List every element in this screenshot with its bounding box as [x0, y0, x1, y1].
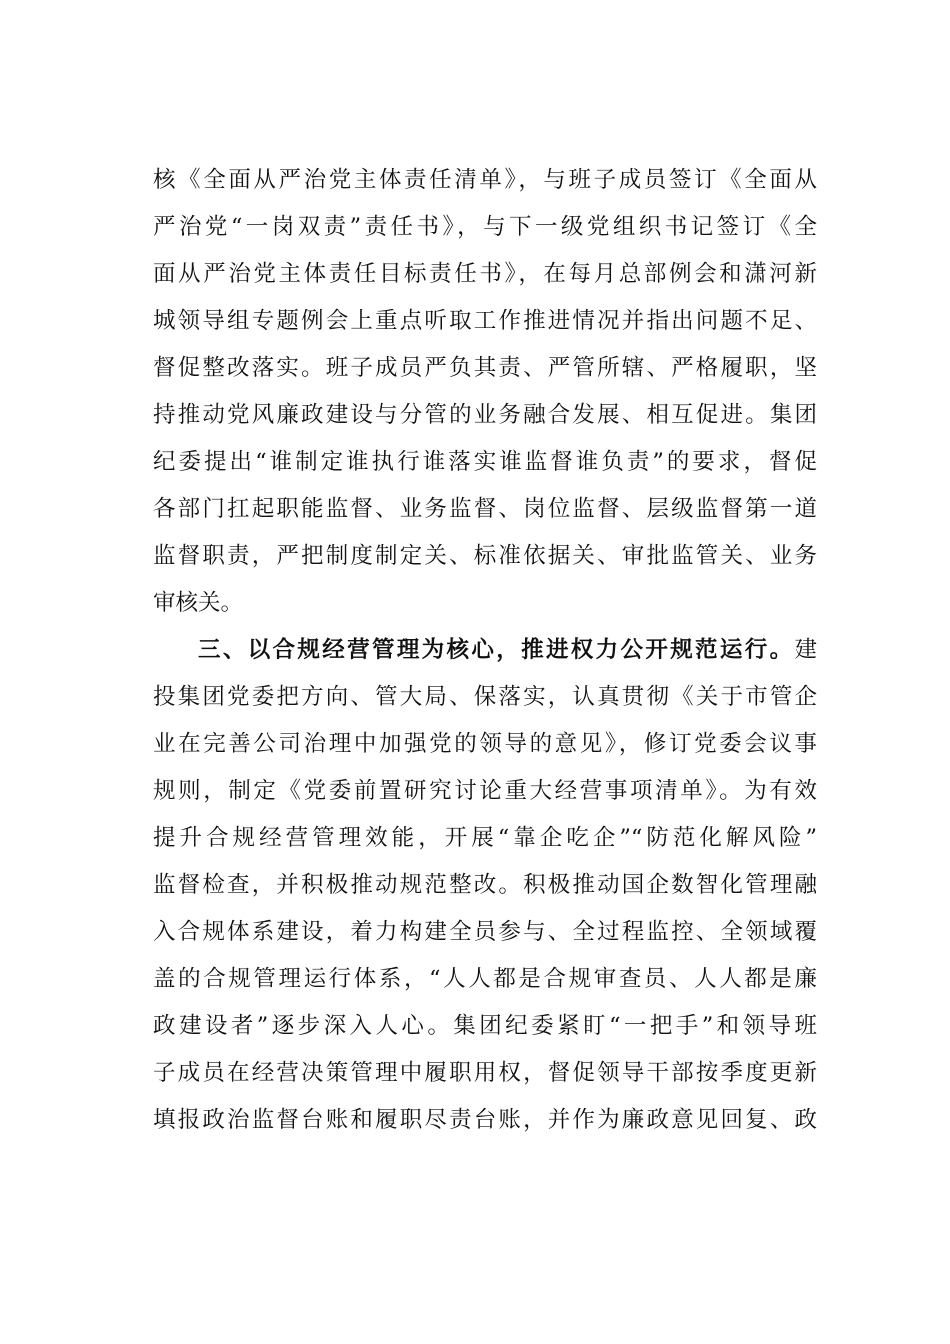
text-line: 严治党“一岗双责”责任书》，与下一级党组织书记签订《全 — [153, 214, 817, 240]
heading-line — [153, 627, 817, 674]
text-line: 持推动党风廉政建设与分管的业务融合发展、相互促进。集团 — [153, 402, 817, 428]
text-line: 核《全面从严治党主体责任清单》，与班子成员签订《全面从 — [153, 167, 817, 193]
text-line: 面从严治党主体责任目标责任书》，在每月总部例会和潇河新 — [153, 261, 817, 287]
paragraph-1 — [153, 157, 817, 627]
text-line: 入合规体系建设，着力构建全员参与、全过程监控、全领域覆 — [153, 919, 817, 945]
text-line: 纪委提出“谁制定谁执行谁落实谁监督谁负责”的要求，督促 — [153, 449, 817, 475]
text-line: 子成员在经营决策管理中履职用权，督促领导干部按季度更新 — [153, 1060, 817, 1086]
text-line: 填报政治监督台账和履职尽责台账，并作为廉政意见回复、政 — [153, 1107, 817, 1133]
text-line: 监督职责，严把制度制定关、标准依据关、审批监管关、业务 — [153, 543, 817, 569]
text-line: 盖的合规管理运行体系，“人人都是合规审查员、人人都是廉 — [153, 966, 817, 992]
section-heading: 三、以合规经营管理为核心，推进权力公开规范运行。 — [198, 637, 795, 663]
document-body — [153, 157, 817, 1144]
text-line: 督促整改落实。班子成员严负其责、严管所辖、严格履职，坚 — [153, 355, 817, 381]
text-line: 监督检查，并积极推动规范整改。积极推动国企数智化管理融 — [153, 872, 817, 898]
text-line: 提升合规经营管理效能，开展“靠企吃企”“防范化解风险” — [153, 825, 817, 851]
text-line: 各部门扛起职能监督、业务监督、岗位监督、层级监督第一道 — [153, 496, 817, 522]
text-line: 投集团党委把方向、管大局、保落实，认真贯彻《关于市管企 — [153, 684, 817, 710]
paragraph-2 — [153, 627, 817, 1144]
text-line: 规则，制定《党委前置研究讨论重大经营事项清单》。为有效 — [153, 778, 817, 804]
text-line: 城领导组专题例会上重点听取工作推进情况并指出问题不足、 — [153, 308, 817, 334]
text-fragment: 建 — [794, 637, 817, 663]
text-line: 政建设者”逐步深入人心。集团纪委紧盯“一把手”和领导班 — [153, 1013, 817, 1039]
text-line: 审核关。 — [153, 590, 244, 616]
text-line: 业在完善公司治理中加强党的领导的意见》，修订党委会议事 — [153, 731, 817, 757]
